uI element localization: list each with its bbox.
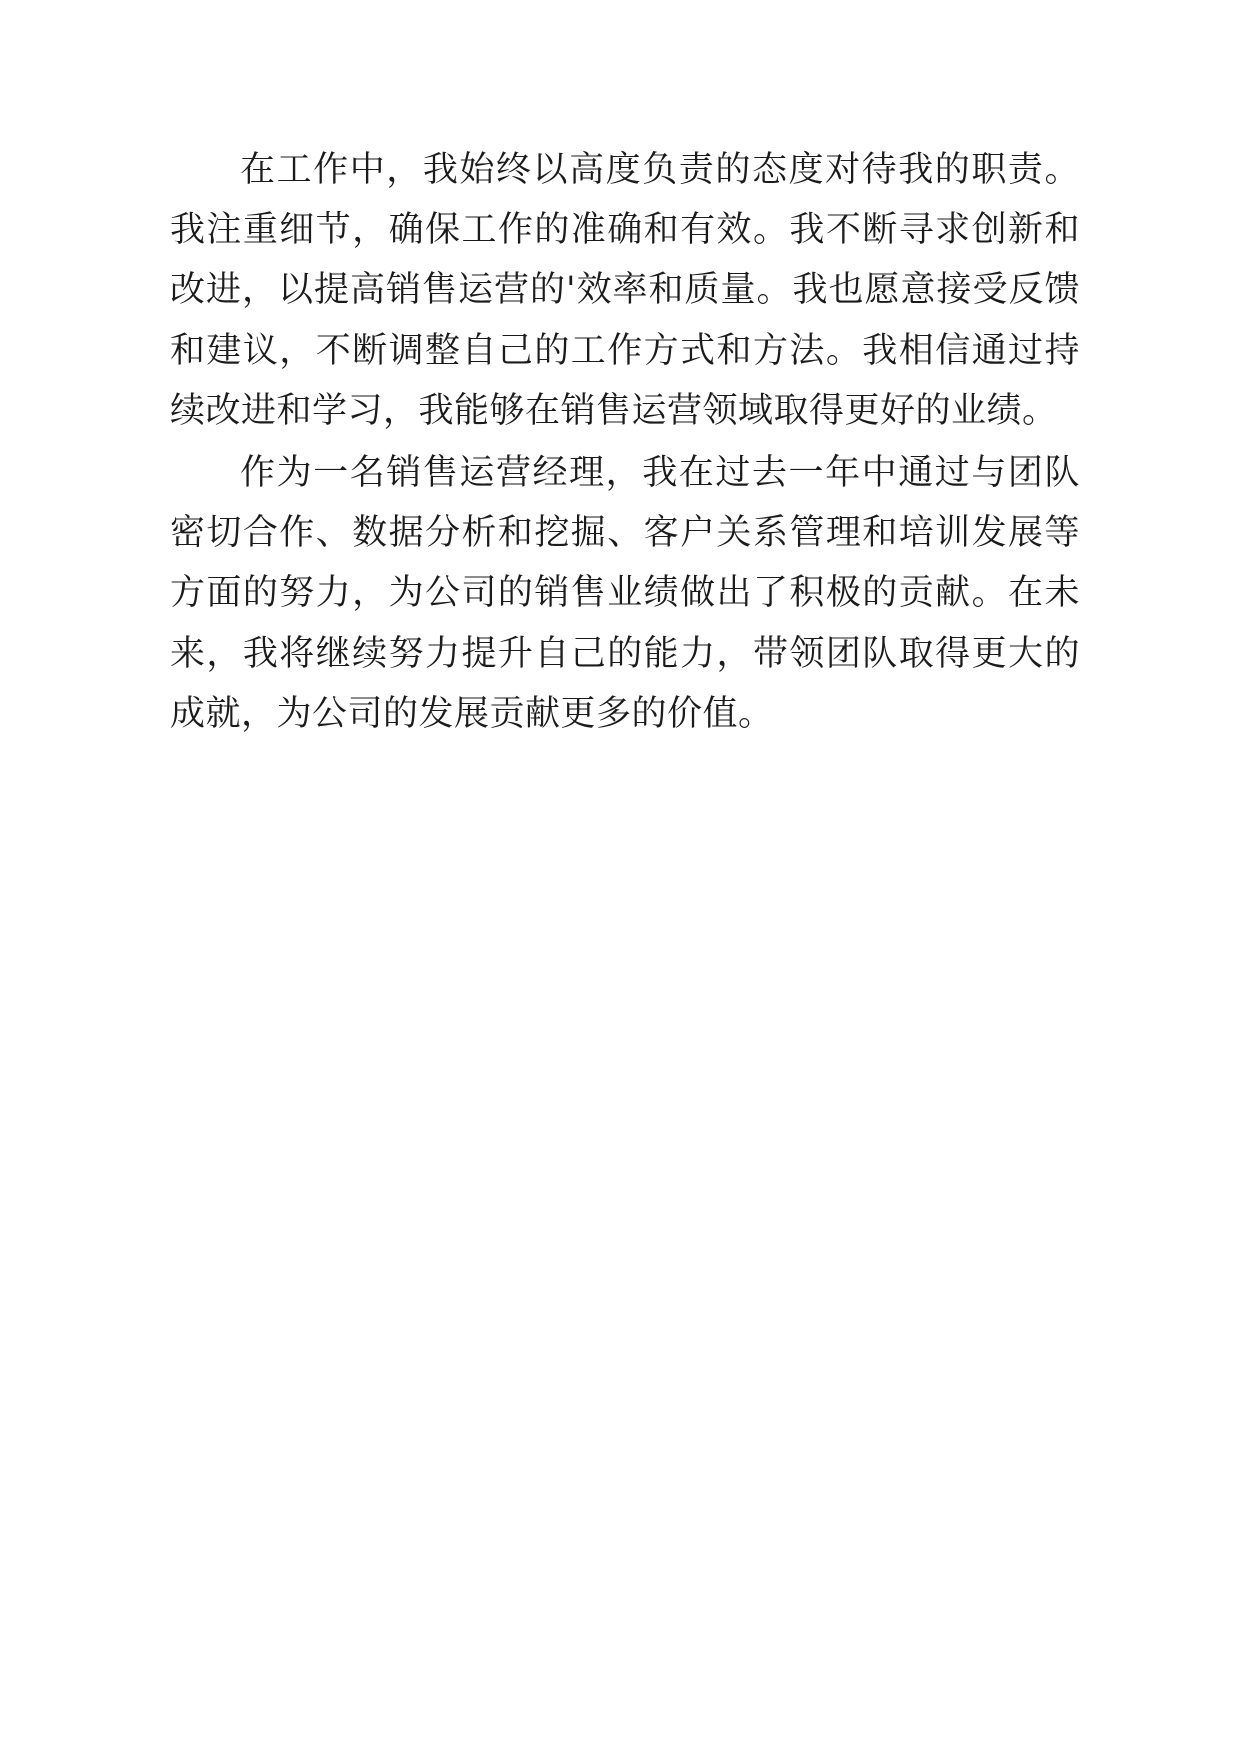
paragraph-2: 作为一名销售运营经理，我在过去一年中通过与团队密切合作、数据分析和挖掘、客户关系管理和培训发展等方面的努力，为公司的销售业绩做出了积极的贡献。在未来，我将继续努力提升自己的能力，带领团队取得更大的成就，为公司的发展贡献更多的价值。 [170,452,1080,734]
paragraph-1: 在工作中，我始终以高度负责的态度对待我的职责。我注重细节，确保工作的准确和有效。我不断寻求创新和改进，以提高销售运营的'效率和质量。我也愿意接受反馈和建议，不断调整自己的工作方式和方法。我相信通过持续改进和学习，我能够在销售运营领域取得更好的业绩。 [170,150,1080,431]
document-body [170,140,1080,744]
